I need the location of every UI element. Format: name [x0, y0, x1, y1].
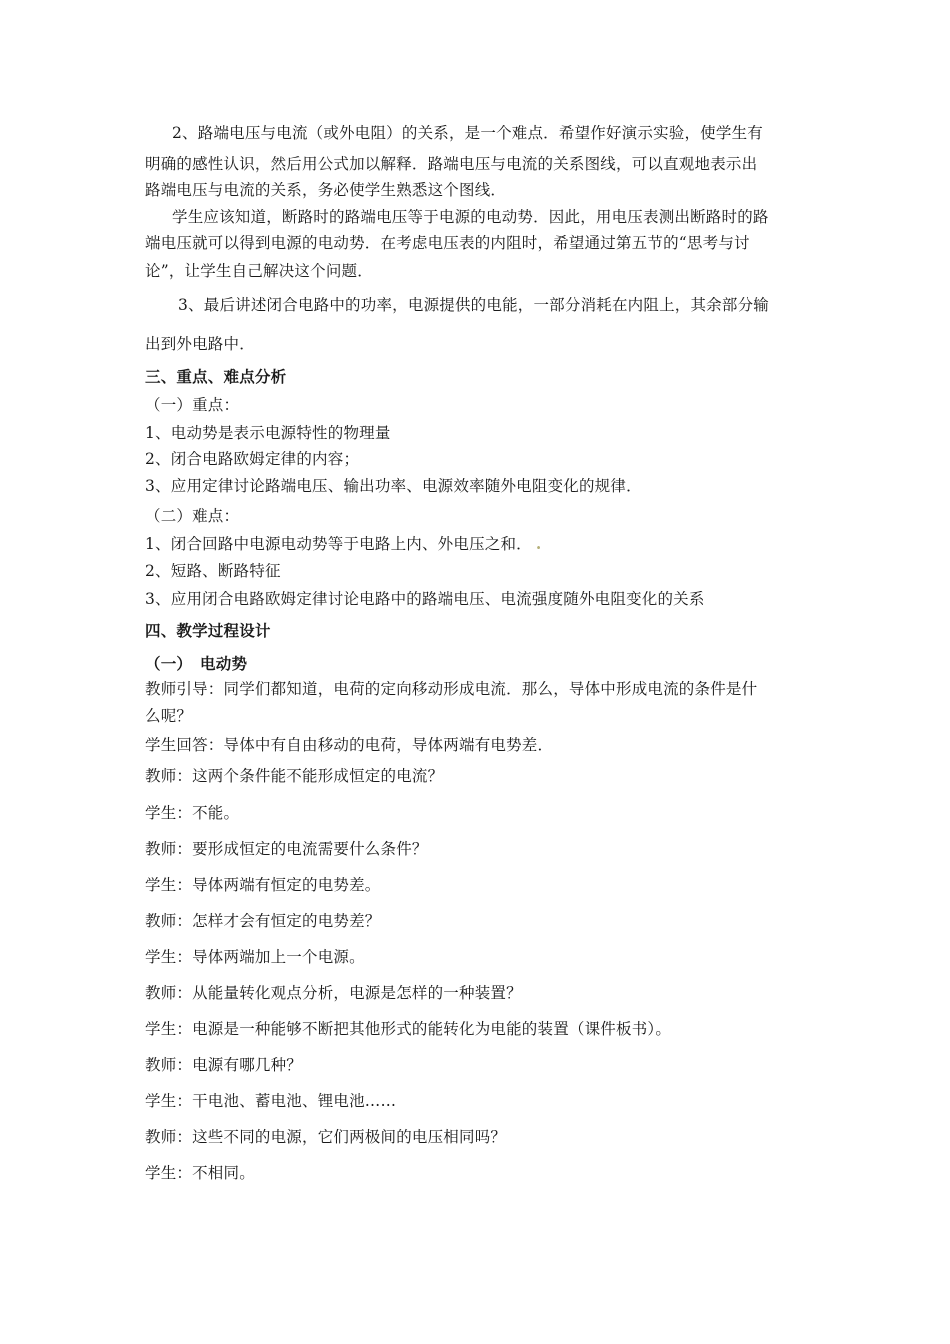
paragraph-line: 出到外电路中． [145, 335, 255, 353]
dialogue-line: 学生：电源是一种能够不断把其他形式的能转化为电能的装置（课件板书）。 [145, 1020, 672, 1038]
dialogue-line: 么呢？ [145, 707, 193, 725]
dialogue-line: 学生：导体两端有恒定的电势差。 [145, 876, 381, 894]
paragraph-line: 3、最后讲述闭合电路中的功率，电源提供的电能，一部分消耗在内阻上，其余部分输 [178, 296, 769, 314]
subsection-heading: （一） 电动势 [145, 655, 248, 673]
list-item [145, 534, 541, 554]
dialogue-line: 学生：导体两端加上一个电源。 [145, 948, 365, 966]
list-item: 2、短路、断路特征 [145, 562, 281, 580]
subsection-label: （二）难点： [145, 507, 240, 525]
paragraph-line: 论”，让学生自己解决这个问题． [145, 262, 373, 280]
list-item: 1、电动势是表示电源特性的物理量 [145, 424, 391, 442]
section-heading: 四、教学过程设计 [145, 622, 271, 640]
subsection-label: （一）重点： [145, 396, 240, 414]
dialogue-line: 教师：怎样才会有恒定的电势差？ [145, 912, 381, 930]
dialogue-line: 教师：从能量转化观点分析，电源是怎样的一种装置？ [145, 984, 522, 1002]
dialogue-line: 教师引导：同学们都知道，电荷的定向移动形成电流．那么，导体中形成电流的条件是什 [145, 680, 758, 698]
stray-mark: . [535, 534, 542, 553]
dialogue-line: 学生：干电池、蓄电池、锂电池…… [145, 1092, 397, 1110]
dialogue-line: 学生：不能。 [145, 804, 240, 822]
list-item: 3、应用闭合电路欧姆定律讨论电路中的路端电压、电流强度随外电阻变化的关系 [145, 590, 705, 608]
dialogue-line: 教师：这些不同的电源，它们两极间的电压相同吗？ [145, 1128, 507, 1146]
paragraph-line: 路端电压与电流的关系，务必使学生熟悉这个图线． [145, 181, 507, 199]
dialogue-line: 教师：这两个条件能不能形成恒定的电流？ [145, 767, 444, 785]
paragraph-line: 学生应该知道，断路时的路端电压等于电源的电动势．因此，用电压表测出断路时的路 [172, 208, 769, 226]
list-item: 2、闭合电路欧姆定律的内容； [145, 450, 360, 468]
list-item: 3、应用定律讨论路端电压、输出功率、电源效率随外电阻变化的规律． [145, 477, 642, 495]
dialogue-line: 教师：电源有哪几种？ [145, 1056, 303, 1074]
dialogue-line: 学生回答：导体中有自由移动的电荷，导体两端有电势差． [145, 736, 554, 754]
paragraph-line: 2、路端电压与电流（或外电阻）的关系，是一个难点．希望作好演示实验，使学生有 [172, 124, 763, 142]
paragraph-line: 明确的感性认识，然后用公式加以解释．路端电压与电流的关系图线，可以直观地表示出 [145, 155, 758, 173]
dialogue-line: 教师：要形成恒定的电流需要什么条件？ [145, 840, 428, 858]
section-heading: 三、重点、难点分析 [145, 368, 287, 386]
paragraph-line: 端电压就可以得到电源的电动势．在考虑电压表的内阻时，希望通过第五节的“思考与讨 [145, 234, 750, 252]
dialogue-line: 学生：不相同。 [145, 1164, 255, 1182]
list-item-text: 1、闭合回路中电源电动势等于电路上内、外电压之和． [145, 535, 532, 553]
